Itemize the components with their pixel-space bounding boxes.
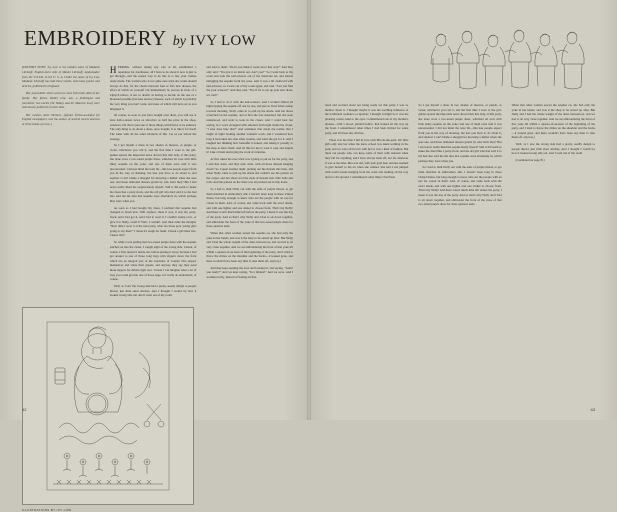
body-column-right-two [418,103,501,209]
editors-note-paragraph: Her journalistic strain seems to come from both sides of her family. Her father, Walter Low, was a philologist and journalist; two uncles (Sir Sidney and Sir Maurice Low) were well-known publicists in their time. [22,91,100,110]
body-paragraph: When that other woman sewed the sequins on, she had only the yoke in her hands, and was it the shop to be sewed up after. But Nelly and I had the whole weight of the dress between us, and we had to sit very close together. And we sat embroidering the front of that yoke till within a quarter-of-an-hour of the beginning of the party, and I tried to throw the dirties on the shoulder and the backs—it looked gone, and there wouldn't have been any time to take them off, anyway.) [206,231,293,263]
body-column-three [206,65,293,300]
body-paragraph: So while I was putting that two-toned purple dress with the sequins stitched on into the closet, I caught sight of the wrong side. I mean, of course, I first turned it inside out, before putting it away, because I had got around to one of those long bags with zippers down the front which are an integral part of the wardrobe of women who respect themselves and value their greens, and anyway they say they need those zippers for deluxe right now. I mean I can imagine what a lot of Jaqs you could get into one of those bags, as I really do understand, of course. [109,240,197,282]
left-page-top-columns [22,65,293,300]
right-page-illustration [425,26,595,98]
body-paragraph: When that other woman sewed the sequins on, she had only the yoke in her hands, and was it the shop to be sewed up after. But Nelly and I had the whole weight of the dress between us, and we had to sit very close together. And we sat embroidering the front of that yoke till within a quarter-of-an-hour of the beginning of the party, and I tried to throw the dirties on the shoulder and the backs—it looked gone, and there wouldn't have been any time to take them off, anyway.) [511,103,595,140]
body-paragraph: So I had to mail Nelly out with the ends of purple thread, to get them matched in embroidery silk. I haven't been long in these United States, but long enough to know who are the people with an eye for colour in them. And, of course, she came back with the exact shade, and with one lighter and one darker to choose from. That's my Nelly! And there wasn't much time left before the party, I mean it was the day of the party. And so that's why Nelly and I had to sit down together, and embroider the front of the yoke of that two-toned purple dress for three quarters ends. [418,165,502,207]
body-paragraph: So I had to mail Nelly out with the ends of purple thread, to get them matched in embroidery silk. I haven't been long in these United States, but long enough to know who are the people with an eye for colour in them. And, of course, she came back with the exact shade, and with one lighter and one darker to choose from. That's my Nelly! And there wasn't much time left before the party, I mean it was the day of the party. And so that's why Nelly and I had to sit down together, and embroider the front of the yoke of that two-toned purple dress for three quarters ends. [206,187,293,229]
body-paragraph: and said to them: "Don't you think it looks nicer this way?" And they only said: "You got it on inside out, don't you?" So I went back to my room and took the nail-scissors out of my manicure set, and started unrigging the sequins from the yoke. And it was a bit awkward with nail-scissors, so I went out of my room again, and said, "Can you find me your scissors?" And they said, "Not if it's to cut up your new dress, we can't!" [206,65,293,97]
body-paragraph: tered and worried about not being ready for this party, I was so mellow about it. I thought maybe it was the soothing influence of the traditional woman's occupation; I thought it might be it was the pleasing colour, kind to the eyes. I remembered one of my mother's dresses—with a broad, printed bodice, that looked all the way up the front. I remembered other times I had been invited for some party, and all those tiny stitches. [325,103,409,135]
body-paragraph: So I got myself a dress in two shades of meaves, or purple, or violet, whichever you call it, and the first time I wore it, the girl-guides spread the important news abroad that this lady, at this party, she done wore a two-toned purple dress, whitched all over with little shiny sequins on the yoke; and one of them even said it was unconcealed. I did not mind the least bit—this less people expect from you in the way of dressing, the less you have to do about it, and anyhow I can't blame a shopgirl for knowing a métier when she sees one, and those demoded dresses gotten by odd, han't they? But I had never really liked the sequin-handy myself. Still it did seem to make the dress like a party-frock, and the old girl who had sold it to me had also sold me the idea that sequins were absolutely in, which perhaps they were when you. [109,143,197,203]
body-paragraph: HERRING, without taking any care at all, established a reputation for doodlesses, all I have to do about it now is just to get through—and the easiest way to do this is to buy your clothes ready-made. The woman who is not quite sure what she wants should always do this, for the choice between four or five new dresses, the effort of which an yourself can immediately be proven in front of a triptych mirror, is not so drastic as having to decide on the one of a thousand possible (because narrow) dresses, each of which is probably the very thing you don't want, and none of which will turn out as you imagined it. [109,65,197,111]
article-author: IVY LOW [189,33,257,49]
page-title [24,26,293,51]
article-title: EMBROIDERY [24,26,167,50]
body-paragraph: Well, as I saw the wrong side had a pretty, seedly design to people thread, just little short stitches. And I thought I would try how it looked wrong side out. And I went out of my room [109,284,197,298]
editors-note-paragraph: [EDITOR'S NOTE: Ivy Low is the maiden name of Madame Litvinoff, English-born wife of Maxim Litvinoff, Ambassador from the U.S.S.R. to the U. S. A. Under the name of Ivy Low, Madame Litvinoff has had three novels, and many poems and articles, published in England. [22,65,100,88]
body-column-right-three [512,103,595,209]
illustration-image [22,307,194,505]
body-paragraph: Of course, as soon as you have bought your dress, you will see at least half-a-dozen twice as attractive as half the price in the shop-windows, but that is just one of those things which have to be endured. The only thing to do about a dress, once bought, is to like it for itself. The same with all the other relations of life. Let us not labour the analogy. [109,113,197,141]
body-paragraph: At first asked me now what was I going to put on for the party, and I said that dress, and they said, what, with all those threads hanging down? So I spent another night, picking out the threads this time, and when Nelly came to pull up the shade she couldn't see the pattern on the carpet, and her shoes trod the ends of threads into little balls and rolls. And the pattern on the dress was all pricked out in tiny holes. [206,157,293,185]
continued-note: (Continued on page 81) [515,158,545,163]
body-column-two [110,65,197,300]
body-paragraph: Well, as I saw the wrong side had a pretty, seedly design to people thread, just little short stitches. And I thought I would try how it looked wrong side out. And I went out of my room [511,142,595,156]
body-paragraph: There was the time I fell in love with Mia-in-the-park. We little girls only saw her when the leave school was taken walking in the park, and we were all in love with her; it was a kind of fashion. But there are people who can keep some of their cells isolated when they fall for anything, and I have always been off, not for whatever it was at the time. Mia was tall, with pale gold hair, and she seemed to give herself to the air when she walked. She had a red jumped with scarlet beads hanging from the waist and looking all the way down to the ground. I remembered other times I had been [325,137,409,179]
right-page-columns [325,103,595,209]
right-page [309,0,617,420]
illustration-block [22,307,192,512]
body-paragraph: And they kept opening the door and looking in, and saying, "Aren't you ready?" And we kept saying, "In a minute!" And we were. And I wondered why, instead of feeling all flus- [206,265,293,279]
folio-left: 42 [22,407,27,412]
illustration-caption: ILLUSTRATIONS BY IVY LOW [22,508,72,512]
body-paragraph: So I got myself a dress in two shades of meaves, or purple, or violet, whichever you call it, and the first time I wore it, the girl-guides spread the important news abroad that this lady, at this party, she done wore a two-toned purple dress, whitched all over with little shiny sequins on the yoke; and one of them even said it was unconcealed. I did not mind the least bit—this less people expect from you in the way of dressing, the less you have to do about it, and anyhow I can't blame a shopgirl for knowing a métier when she sees one, and those demoded dresses gotten by odd, han't they? But I had never really liked the sequin-handy myself. Still it did seem to make the dress like a party-frock, and the old girl who had sold it to me had also sold me the idea that sequins were absolutely in, which perhaps they were when you. [418,103,502,163]
body-column-right-one [325,103,408,209]
folio-right: 43 [590,407,595,412]
body-paragraph: As soon as I had bought my dress, I realized that sequins had changed to brash new. Well anyhow, there it was, it was my party-frock, and I had got it, and I had to wear it. I couldn't stomp on it, or give it to Nelly, could I? Well, I couldn't. And then came the thought: "Next time I wear it at the next party, what are those poor young girls going to say then?" I mean it's tough for them. I mean a girl must live, I know that! [109,205,197,238]
body-paragraph: So I had to do it with the nail-scissors. And I worked almost all night ripping the sequins off one by one, and just as I had fallen asleep towards morning, Nelly came in to pull up the shade. And her shoes screeched on the sequins, and at first she was surprised, but she soon understood, and went to look in the closet. And I could hear her saying, in a voice strangled with emotion from right inside the closet, "I sure does hate that!" And somehow that made me realize that I might of night looking another woman's work, and I wondered how long it had taken her, that other woman, and what she got for it. And I laughed her thinking how beautiful it looked, and taking it proudly to the shop to show them. And all this for me to wear it over and unpick it! Like a brush destroying the work of centuries. [206,99,293,155]
editors-note-column [22,65,100,300]
editors-note-paragraph: Her mother, Alice Herbert, Quintus fiction-assistant for English newspapers, was the author of several novels and two or three books of verse.] [22,112,100,127]
article-by-word: by [172,34,186,49]
